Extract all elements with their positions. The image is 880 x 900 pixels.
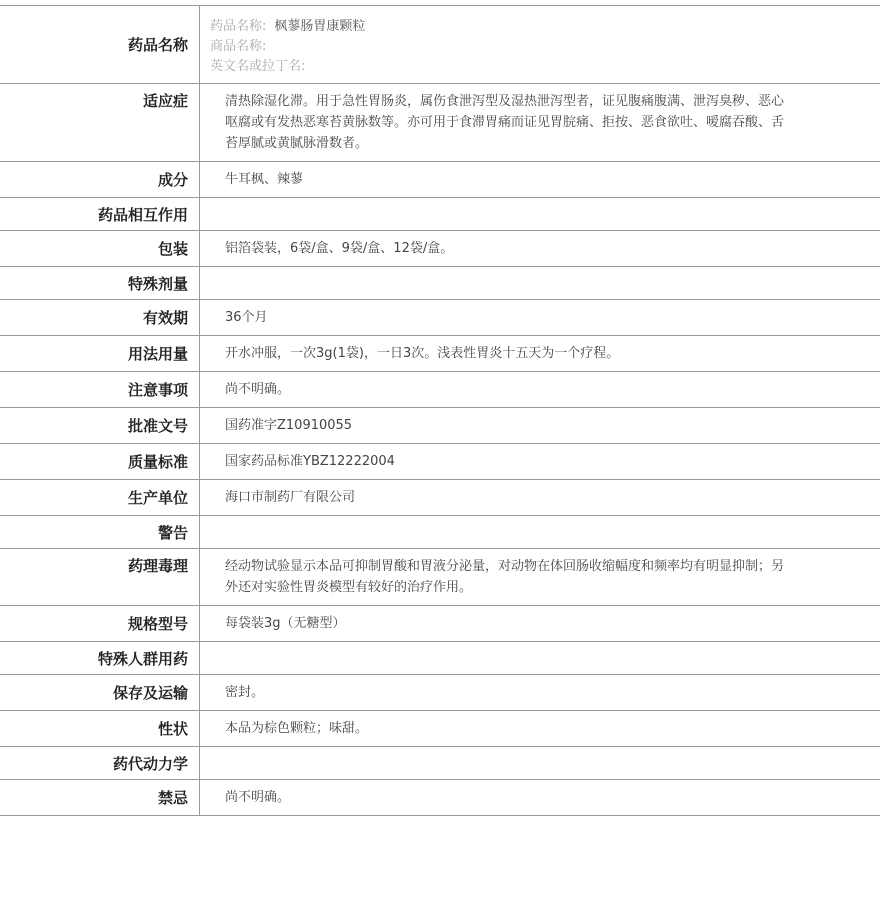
spec-row-manufacturer <box>0 480 880 516</box>
spec-value: 本品为棕色颗粒；味甜。 <box>225 721 369 736</box>
spec-label: 注意事项 <box>0 372 200 407</box>
spec-value: 牛耳枫、辣蓼 <box>225 172 304 187</box>
spec-label: 性状 <box>0 711 200 746</box>
latin-name-line <box>210 57 313 77</box>
spec-row-shelf-life <box>0 300 880 336</box>
spec-value: 尚不明确。 <box>225 790 291 805</box>
spec-label: 警告 <box>0 516 200 548</box>
spec-value <box>200 642 880 674</box>
spec-row-specification <box>0 606 880 642</box>
spec-row-precautions <box>0 372 880 408</box>
spec-label: 成分 <box>0 162 200 197</box>
generic-name-line <box>210 17 365 37</box>
spec-label: 批准文号 <box>0 408 200 443</box>
spec-row-interactions <box>0 198 880 231</box>
spec-value: 国药准字Z10910055 <box>225 418 353 433</box>
spec-row-ingredients <box>0 162 880 198</box>
spec-label: 质量标准 <box>0 444 200 479</box>
spec-row-pharmacokinetics <box>0 747 880 780</box>
spec-label: 有效期 <box>0 300 200 335</box>
spec-label: 禁忌 <box>0 780 200 815</box>
spec-label: 药理毒理 <box>0 549 200 605</box>
spec-row-dosage <box>0 336 880 372</box>
latin-name-key: 英文名或拉丁名: <box>210 58 306 74</box>
spec-value <box>200 747 880 779</box>
trade-name-key: 商品名称: <box>210 38 267 54</box>
spec-label: 适应症 <box>0 84 200 161</box>
spec-label: 特殊人群用药 <box>0 642 200 674</box>
spec-label: 包装 <box>0 231 200 266</box>
spec-row-contraindications <box>0 780 880 816</box>
spec-label: 药代动力学 <box>0 747 200 779</box>
spec-row-drug-name <box>0 6 880 84</box>
spec-label: 用法用量 <box>0 336 200 371</box>
spec-label: 规格型号 <box>0 606 200 641</box>
spec-row-storage <box>0 675 880 711</box>
spec-row-packaging <box>0 231 880 267</box>
generic-name-key: 药品名称: <box>210 18 267 34</box>
spec-row-warning <box>0 516 880 549</box>
spec-value: 国家药品标准YBZ12222004 <box>225 454 395 469</box>
spec-value: 36个月 <box>225 310 268 325</box>
spec-value: 开水冲服，一次3g(1袋)，一日3次。浅表性胃炎十五天为一个疗程。 <box>225 346 620 361</box>
spec-row-pharmacology <box>0 549 880 606</box>
spec-row-quality-standard <box>0 444 880 480</box>
spec-label: 药品名称 <box>0 6 200 83</box>
spec-label: 生产单位 <box>0 480 200 515</box>
trade-name-line <box>210 37 274 57</box>
spec-row-special-populations <box>0 642 880 675</box>
spec-row-indications <box>0 84 880 162</box>
spec-value: 海口市制药厂有限公司 <box>225 490 356 505</box>
spec-row-special-dosage <box>0 267 880 300</box>
spec-label: 特殊剂量 <box>0 267 200 299</box>
drug-spec-table <box>0 5 880 816</box>
spec-row-appearance <box>0 711 880 747</box>
spec-label: 保存及运输 <box>0 675 200 710</box>
spec-value: 铝箔袋装，6袋/盒、9袋/盒、12袋/盒。 <box>225 241 454 256</box>
spec-value <box>200 198 880 230</box>
spec-value: 尚不明确。 <box>225 382 291 397</box>
spec-label: 药品相互作用 <box>0 198 200 230</box>
generic-name-value: 枫蓼肠胃康颗粒 <box>274 18 366 34</box>
spec-value: 每袋装3g（无糖型） <box>225 616 346 631</box>
spec-value <box>200 267 880 299</box>
spec-value <box>200 516 880 548</box>
drug-name-block <box>200 6 880 83</box>
spec-value: 清热除湿化滞。用于急性胃肠炎，属伤食泄泻型及湿热泄泻型者，证见腹痛腹满、泄泻臭秽、恶心呕腐或有发热恶寒苔黄脉数等。亦可用于食滞胃痛而证见胃脘痛、拒按、恶食欲吐、嗳腐吞酸、舌苔厚腻或黄腻脉滑数者。 <box>225 94 785 151</box>
spec-value: 密封。 <box>225 685 265 700</box>
spec-row-approval-number <box>0 408 880 444</box>
spec-value: 经动物试验显示本品可抑制胃酸和胃液分泌量，对动物在体回肠收缩幅度和频率均有明显抑制；另外还对实验性胃炎模型有较好的治疗作用。 <box>225 559 785 595</box>
